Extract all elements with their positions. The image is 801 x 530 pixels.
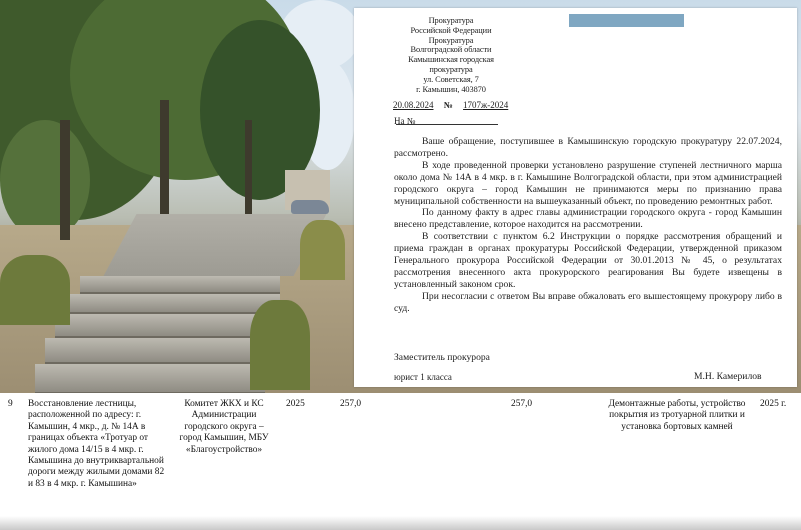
letterhead-line: Камышинская городская	[408, 55, 494, 65]
reference-line	[396, 124, 498, 125]
number-sign: №	[443, 100, 453, 110]
signer-title: Заместитель прокурора	[394, 352, 490, 363]
stair-step	[80, 276, 280, 295]
signer-rank: юрист 1 класса	[394, 372, 452, 382]
deadline: 2025 г.	[760, 399, 787, 409]
stair-step	[70, 294, 280, 315]
tree-trunk	[160, 100, 169, 230]
work-description: Демонтажные работы, устройство покрытия из тротуарной плитки и установка бортовых камней	[608, 399, 746, 432]
works-table-row	[0, 393, 801, 530]
letterhead-line: г. Камышин, 403870	[416, 84, 486, 94]
grass-patch	[250, 300, 310, 390]
letterhead-line: прокуратура	[429, 64, 473, 74]
redaction-box	[569, 14, 684, 27]
stair-step	[55, 314, 280, 339]
tree-trunk	[60, 120, 70, 240]
letterhead-line: Прокуратура	[428, 35, 474, 45]
paragraph: В соответствии с пунктом 6.2 Инструкции о порядке рассмотрения обращений и приема граждан в органах прокуратуры Российской Федерации, утвержденной приказом Генерального прокурора Российской Федерации от 30.01.2013 № 45, о результатах рассмотрения внесенного акта прокурорского реагирования Вы будете извещены в установленный законом срок.	[394, 231, 782, 290]
car	[291, 200, 329, 214]
reference-label: На №	[394, 116, 416, 126]
signer-name: М.Н. Камерилов	[694, 371, 762, 382]
concrete-landing	[104, 214, 327, 276]
letter-date: 20.08.2024	[393, 100, 434, 110]
paragraph: Ваше обращение, поступившее в Камышинскую городскую прокуратуру 22.07.2024, рассмотрено.	[394, 136, 782, 159]
tree-canopy	[0, 120, 90, 240]
row-number: 9	[8, 399, 13, 409]
paragraph: По данному факту в адрес главы администрации городского округа - город Камышин внесено представление, которое находится на рассмотрении.	[394, 207, 782, 231]
stair-step	[35, 364, 265, 395]
amount-year: 257,0	[511, 399, 533, 409]
letter-body	[394, 136, 782, 315]
grass-patch	[300, 220, 345, 280]
stair-step	[45, 338, 275, 365]
letterhead-line: Волгоградской области	[410, 45, 492, 55]
prosecutor-letter	[354, 8, 797, 387]
letterhead-line: Российской Федерации	[410, 25, 492, 35]
grass-patch	[0, 255, 70, 325]
scan-edge	[0, 516, 801, 530]
responsible-org: Комитет ЖКХ и КС Администрации городского округа – город Камышин, МБУ «Благоустройство»	[179, 399, 269, 455]
letterhead	[376, 16, 526, 94]
paragraph: При несогласии с ответом Вы вправе обжаловать его вышестоящему прокурору либо в суд.	[394, 290, 782, 314]
letter-date-number	[393, 100, 508, 110]
work-name: Восстановление лестницы, расположенной по адресу: г. Камышин, 4 мкр., д. № 14А в границах объекта «Тротуар от жилого дома 14/15 в 4 мкр. г. Камышина до внутриквартальной дороги между жилыми домами 82 и 83 в 4 мкр. г. Камышина»	[28, 399, 165, 489]
paragraph: В ходе проведенной проверки установлено разрушение ступеней лестничного марша около дома № 14А в 4 мкр. в г. Камышине Волгоградской области, при этом администрацией городского округа – город Камышин не принимаются меры по признанию права муниципальной собственности на вышеуказанный объект, по проведению ремонтных работ.	[394, 159, 782, 207]
amount-total: 257,0	[340, 399, 362, 409]
letterhead-line: Прокуратура	[428, 16, 474, 25]
year: 2025	[286, 399, 305, 409]
letter-number: 1707ж-2024	[463, 100, 509, 110]
tree-trunk	[245, 120, 252, 220]
letterhead-line: ул. Советская, 7	[423, 74, 479, 84]
